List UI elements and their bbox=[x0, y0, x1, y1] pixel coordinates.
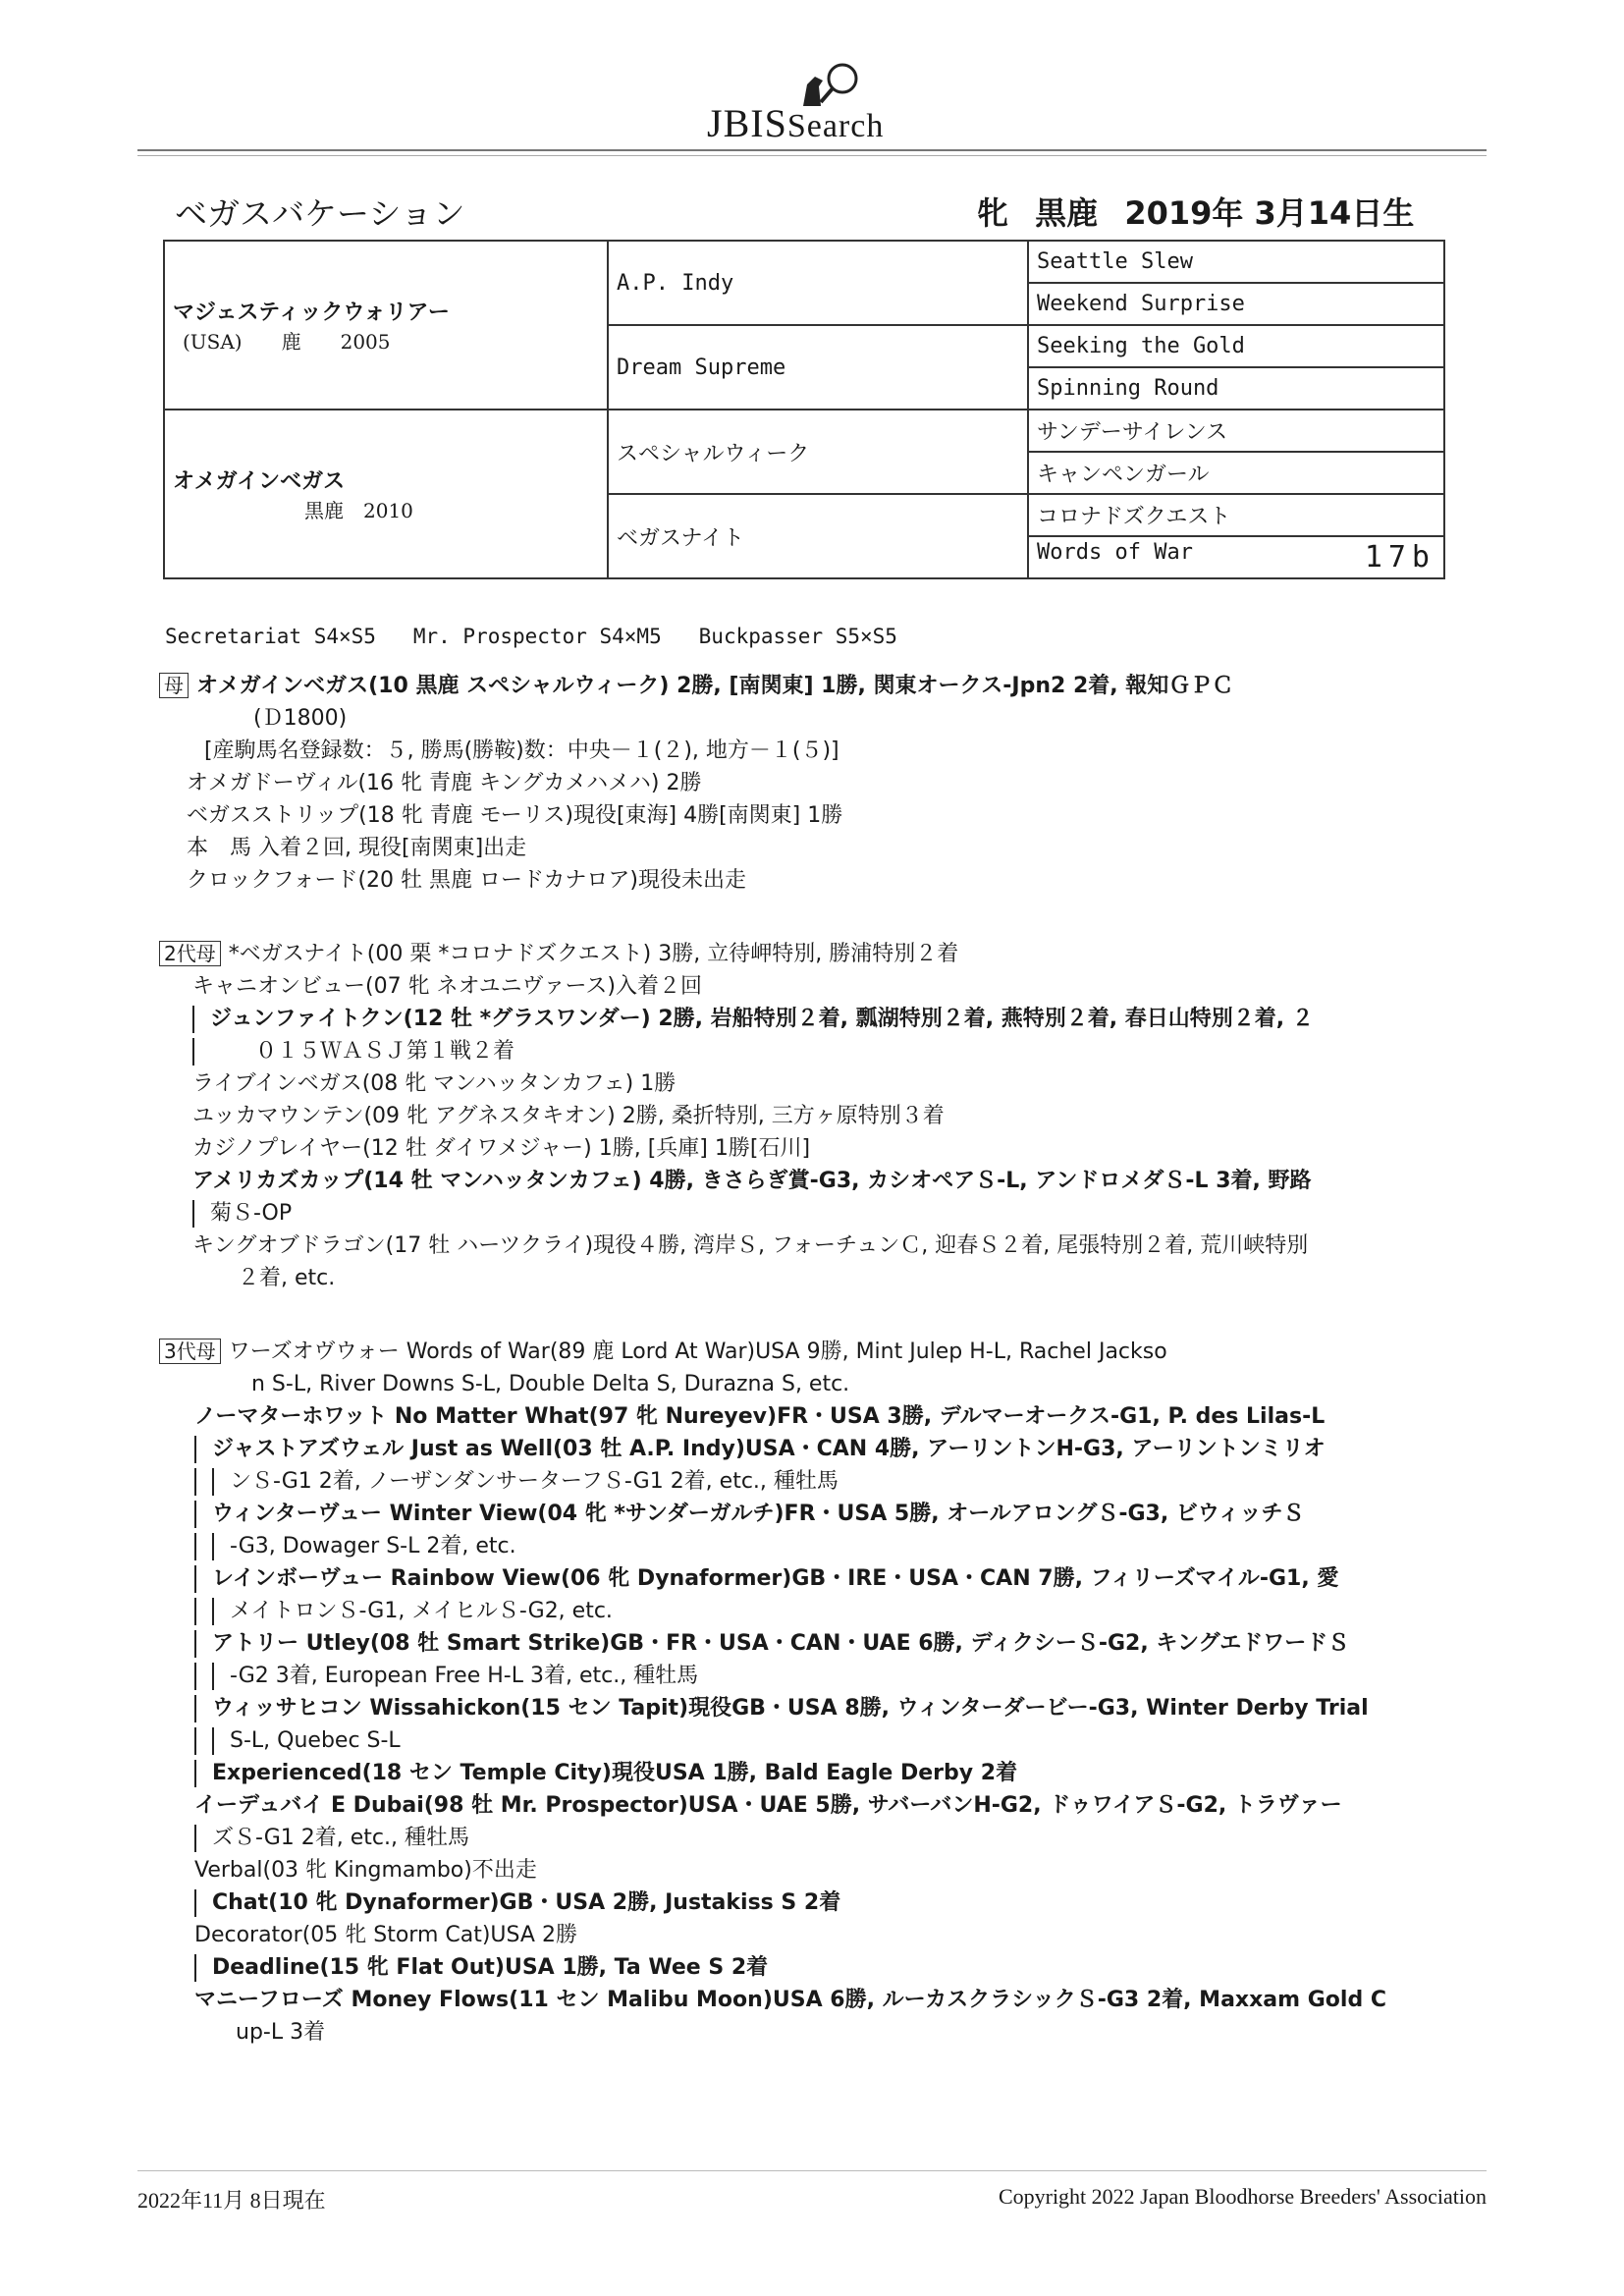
lineage-bar bbox=[192, 1038, 194, 1066]
pedigree-table bbox=[163, 240, 1445, 579]
record-line: ２着, etc. bbox=[238, 1266, 336, 1290]
pedigree-gen3: Seeking the Gold bbox=[1028, 325, 1444, 367]
footer-date: 2022年11月 8日現在 bbox=[137, 2188, 326, 2213]
pedigree-gen3: Seattle Slew bbox=[1028, 241, 1444, 283]
lineage-bar bbox=[194, 1468, 196, 1496]
record-line: [産駒馬名登録数：５, 勝馬(勝鞍)数：中央－１(２), 地方－１(５)] bbox=[204, 738, 839, 763]
record-line: メイトロンＳ-G1, メイヒルＳ-G2, etc. bbox=[230, 1599, 613, 1623]
lineage-bar bbox=[194, 1954, 196, 1982]
record-line: Chat(10 牝 Dynaformer)GB・USA 2勝, Justakiss S 2着 bbox=[212, 1890, 841, 1915]
record-line: ウィンターヴュー Winter View(04 牝 *サンダーガルチ)FR・USA 5勝, オールアロングＳ-G3, ビウィッチＳ bbox=[212, 1502, 1305, 1526]
section-tag: 2代母 bbox=[159, 941, 221, 966]
pedigree-gen3: Spinning Round bbox=[1028, 367, 1444, 410]
family-number: 17b bbox=[1364, 540, 1435, 574]
record-line: (Ｄ1800) bbox=[253, 706, 348, 731]
horse-meta bbox=[977, 189, 1430, 234]
dam-info: 黒鹿 2010 bbox=[304, 499, 413, 522]
record-line: ０１５ＷＡＳＪ第１戦２着 bbox=[255, 1039, 515, 1064]
lineage-bar bbox=[194, 1695, 196, 1722]
pedigree-gen2: スペシャルウィーク bbox=[608, 410, 1028, 494]
pedigree-gen3: サンデーサイレンス bbox=[1028, 410, 1444, 452]
record-line: S-L, Quebec S-L bbox=[230, 1728, 401, 1753]
dam-section bbox=[159, 670, 1396, 897]
record-line: アメリカズカップ(14 牡 マンハッタンカフェ) 4勝, きさらぎ賞-G3, カシオペアＳ-L, アンドロメダＳ-L 3着, 野路 bbox=[192, 1169, 1312, 1193]
record-line: ワーズオヴウォー Words of War(89 鹿 Lord At War)USA 9勝, Mint Julep H-L, Rachel Jackso bbox=[228, 1339, 1167, 1364]
sire-info: (USA) 鹿 2005 bbox=[183, 330, 391, 354]
dam-name: オメガインベガス bbox=[173, 469, 346, 494]
header-divider-thin bbox=[137, 155, 1487, 156]
lineage-bar bbox=[212, 1468, 214, 1496]
record-line: *ベガスナイト(00 栗 *コロナドズクエスト) 3勝, 立待岬特別, 勝浦特別２着 bbox=[228, 942, 959, 966]
family-record bbox=[159, 670, 1396, 2090]
horse-name: ベガスバケーション bbox=[175, 194, 465, 233]
record-line: ズＳ-G1 2着, etc., 種牡馬 bbox=[212, 1826, 470, 1850]
pedigree-gen3: Weekend Surprise bbox=[1028, 283, 1444, 325]
record-line: n S-L, River Downs S-L, Double Delta S, Durazna S, etc. bbox=[251, 1372, 850, 1396]
lineage-bar bbox=[212, 1727, 214, 1755]
lineage-bar bbox=[194, 1630, 196, 1658]
record-line: キングオブドラゴン(17 牡 ハーツクライ)現役４勝, 湾岸Ｓ, フォーチュンＣ, 迎春Ｓ２着, 尾張特別２着, 荒川峡特別 bbox=[192, 1233, 1309, 1258]
pedigree-gen3: コロナドズクエスト bbox=[1028, 494, 1444, 536]
lineage-bar bbox=[194, 1598, 196, 1625]
record-line: Decorator(05 牝 Storm Cat)USA 2勝 bbox=[194, 1923, 577, 1947]
record-line: レインボーヴュー Rainbow View(06 牝 Dynaformer)GB・IRE・USA・CAN 7勝, フィリーズマイル-G1, 愛 bbox=[212, 1566, 1339, 1591]
pedigree-gen3-last bbox=[1028, 536, 1444, 578]
lineage-bar bbox=[192, 1006, 194, 1033]
record-line: -G3, Dowager S-L 2着, etc. bbox=[230, 1534, 516, 1558]
horse-color: 黒鹿 bbox=[1035, 194, 1099, 232]
section-tag: 3代母 bbox=[159, 1339, 221, 1364]
record-line: キャニオンビュー(07 牝 ネオユニヴァース)入着２回 bbox=[192, 974, 702, 999]
record-line: ノーマターホワット No Matter What(97 牝 Nureyev)FR・USA 3勝, デルマーオークス-G1, P. des Lilas-L bbox=[194, 1404, 1326, 1429]
record-line: -G2 3着, European Free H-L 3着, etc., 種牡馬 bbox=[230, 1664, 699, 1688]
record-line: 本 馬 入着２回, 現役[南関東]出走 bbox=[187, 836, 527, 860]
lineage-bar bbox=[194, 1533, 196, 1560]
record-line: アトリー Utley(08 牡 Smart Strike)GB・FR・USA・CAN・UAE 6勝, ディクシーＳ-G2, キングエドワードＳ bbox=[212, 1631, 1350, 1656]
record-line: クロックフォード(20 牡 黒鹿 ロードカナロア)現役未出走 bbox=[187, 868, 746, 893]
record-line: 菊Ｓ-OP bbox=[210, 1201, 293, 1226]
lineage-bar bbox=[194, 1889, 196, 1917]
lineage-bar bbox=[194, 1501, 196, 1528]
record-line: ウィッサヒコン Wissahickon(15 セン Tapit)現役GB・USA 8勝, ウィンターダービー-G3, Winter Derby Trial bbox=[212, 1696, 1369, 1721]
lineage-bar bbox=[212, 1663, 214, 1690]
record-line: ジュンファイトクン(12 牡 *グラスワンダー) 2勝, 岩船特別２着, 瓢湖特別２着, 燕特別２着, 春日山特別２着, ２ bbox=[210, 1007, 1314, 1031]
record-line: ユッカマウンテン(09 牝 アグネスタキオン) 2勝, 桑折特別, 三方ヶ原特別３着 bbox=[192, 1104, 945, 1128]
record-line: ンＳ-G1 2着, ノーザンダンサーターフＳ-G1 2着, etc., 種牡馬 bbox=[230, 1469, 839, 1494]
logo-jbis: JBIS bbox=[707, 101, 787, 145]
record-line: Experienced(18 セン Temple City)現役USA 1勝, Bald Eagle Derby 2着 bbox=[212, 1761, 1018, 1785]
second-dam-section bbox=[159, 938, 1396, 1294]
horse-sex: 牝 bbox=[977, 194, 1009, 232]
lineage-bar bbox=[194, 1436, 196, 1463]
pedigree-gen2: Dream Supreme bbox=[608, 325, 1028, 410]
record-line: ライブインベガス(08 牝 マンハッタンカフェ) 1勝 bbox=[192, 1071, 677, 1096]
record-line: ベガスストリップ(18 牝 青鹿 モーリス)現役[東海] 4勝[南関東] 1勝 bbox=[187, 803, 843, 828]
record-line: Verbal(03 牝 Kingmambo)不出走 bbox=[194, 1858, 537, 1883]
record-line: カジノプレイヤー(12 牡 ダイワメジャー) 1勝, [兵庫] 1勝[石川] bbox=[192, 1136, 811, 1161]
lineage-bar bbox=[194, 1760, 196, 1787]
record-line: up-L 3着 bbox=[236, 2020, 326, 2045]
lineage-bar bbox=[192, 1200, 194, 1228]
pedigree-gen3-name: Words of War bbox=[1037, 540, 1193, 565]
header-divider bbox=[137, 149, 1487, 151]
record-line: オメガインベガス(10 黒鹿 スペシャルウィーク) 2勝, [南関東] 1勝, 関東オークス-Jpn2 2着, 報知ＧＰＣ bbox=[196, 674, 1234, 698]
record-line: イーデュバイ E Dubai(98 牡 Mr. Prospector)USA・UAE 5勝, サバーバンH-G2, ドゥワイアＳ-G2, トラヴァー bbox=[194, 1793, 1342, 1818]
pedigree-sire bbox=[164, 241, 608, 410]
inbreeding-info: Secretariat S4×S5 Mr. Prospector S4×M5 Buckpasser S5×S5 bbox=[165, 625, 897, 648]
footer-copyright: Copyright 2022 Japan Bloodhorse Breeders' Association bbox=[998, 2184, 1487, 2209]
jbis-search-logo bbox=[687, 57, 943, 145]
lineage-bar bbox=[212, 1598, 214, 1625]
third-dam-section bbox=[159, 1336, 1396, 2049]
record-line: Deadline(15 牝 Flat Out)USA 1勝, Ta Wee S 2着 bbox=[212, 1955, 769, 1980]
lineage-bar bbox=[194, 1565, 196, 1593]
lineage-bar bbox=[194, 1663, 196, 1690]
lineage-bar bbox=[194, 1825, 196, 1852]
record-line: オメガドーヴィル(16 牝 青鹿 キングカメハメハ) 2勝 bbox=[187, 771, 702, 795]
lineage-bar bbox=[194, 1727, 196, 1755]
record-line: マニーフローズ Money Flows(11 セン Malibu Moon)USA 6勝, ルーカスクラシックＳ-G3 2着, Maxxam Gold C bbox=[194, 1988, 1387, 2012]
pedigree-dam bbox=[164, 410, 608, 578]
pedigree-gen2: ベガスナイト bbox=[608, 494, 1028, 578]
record-line: ジャストアズウェル Just as Well(03 牡 A.P. Indy)USA・CAN 4勝, アーリントンH-G3, アーリントンミリオ bbox=[212, 1437, 1326, 1461]
pedigree-gen3: キャンペンガール bbox=[1028, 452, 1444, 494]
footer-divider bbox=[137, 2170, 1487, 2171]
sire-name: マジェスティックウォリアー bbox=[173, 301, 450, 325]
logo-search: Search bbox=[786, 108, 885, 144]
pedigree-gen2: A.P. Indy bbox=[608, 241, 1028, 325]
horse-birth: 2019年 3月14日生 bbox=[1124, 194, 1415, 232]
section-tag: 母 bbox=[159, 673, 189, 698]
lineage-bar bbox=[212, 1533, 214, 1560]
